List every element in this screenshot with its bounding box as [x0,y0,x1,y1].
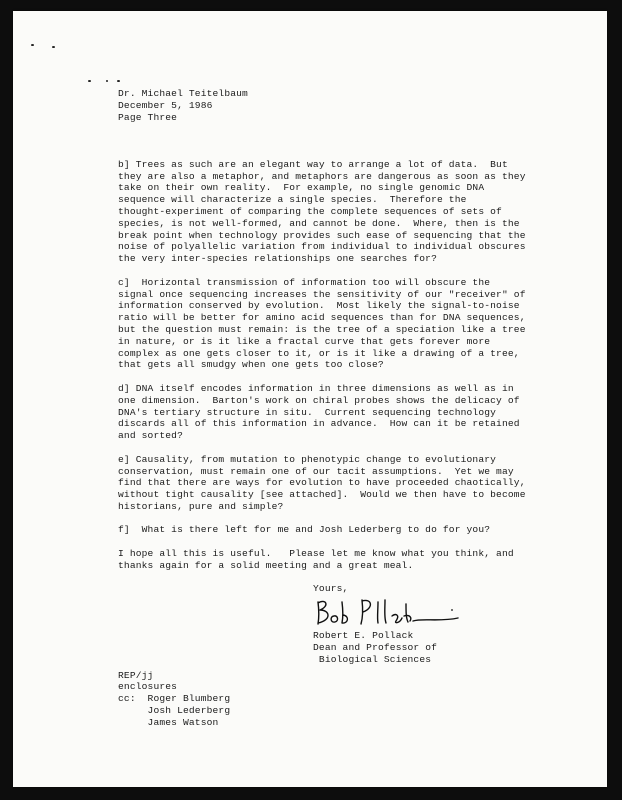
paragraph-d [118,383,558,442]
text-line: signal once sequencing increases the sensitivity of our "receiver" of [118,288,526,300]
letter-date: December 5, 1986 [118,99,213,111]
text-line: information conserved by evolution. Most likely the signal-to-noise [118,300,520,312]
paper-speck [31,44,34,46]
text-line: ratio will be better for amino acid sequences than for DNA sequences, [118,312,526,324]
text-line: they are also a metaphor, and metaphors are dangerous as soon as they [118,170,526,182]
text-line: discards all of this information in advance. How can it be retained [118,418,520,430]
paper-speck [106,80,108,82]
paper-speck [117,80,120,82]
text-line: c] Horizontal transmission of information too will obscure the [118,276,491,288]
handwritten-signature [310,588,460,640]
text-line: take on their own reality. For example, no single genomic DNA [118,182,485,194]
closing-salutation: Yours, [313,583,349,595]
text-line: d] DNA itself encodes information in three dimensions as well as in [118,382,514,394]
text-line: one dimension. Barton's work on chiral probes shows the delicacy of [118,394,520,406]
signature-dot [451,609,453,611]
enclosures-note: enclosures [118,681,178,693]
cc-line: Josh Lederberg [118,705,231,717]
paragraph-closing-remarks [118,548,558,572]
text-line: f] What is there left for me and Josh Lederberg to do for you? [118,524,491,536]
text-line: find that there are ways for evolution to have proceeded chaotically, [118,477,526,489]
paragraph-e [118,454,558,513]
text-line: b] Trees as such are an elegant way to arrange a lot of data. But [118,158,508,170]
text-line: complex as one gets closer to it, or is it like a drawing of a tree, [118,347,520,359]
paragraph-f [118,524,558,536]
text-line: without tight causality [see attached]. Would we then have to become [118,489,526,501]
signer-name: Robert E. Pollack [313,630,414,642]
cc-line: James Watson [118,716,219,728]
text-line: e] Causality, from mutation to phenotypic change to evolutionary [118,453,497,465]
text-line: but the question must remain: is the tree of a speciation like a tree [118,323,526,335]
letter-footer [118,670,558,729]
paragraph-b [118,159,558,265]
typist-initials: REP/jj [118,669,154,681]
recipient-name: Dr. Michael Teitelbaum [118,88,248,99]
text-line: that gets all smudgy when one gets too close? [118,359,384,371]
text-line: historians, pure and simple? [118,500,284,512]
text-line: break point when technology provides such ease of sequencing that the [118,229,526,241]
paragraph-c [118,277,558,371]
text-line: and sorted? [118,430,183,442]
cc-line: cc: Roger Blumberg [118,693,231,705]
signer-department: Biological Sciences [313,653,432,665]
text-line: thought-experiment of comparing the complete sequences of sets of [118,205,502,217]
text-line: I hope all this is useful. Please let me know what you think, and [118,548,514,560]
paper-speck [52,46,55,48]
text-line: conservation, must remain one of our tacit assumptions. Yet we may [118,465,514,477]
text-line: thanks again for a solid meeting and a great meal. [118,559,414,571]
text-line: in nature, or is it like a fractal curve that gets forever more [118,335,491,347]
text-line: species, is not well-formed, and cannot be done. Where, then is the [118,217,520,229]
text-line: sequence will characterize a single species. Therefore the [118,194,467,206]
paper-speck [88,80,91,82]
page-number: Page Three [118,111,178,123]
signer-title: Dean and Professor of [313,642,438,654]
letter-header [118,88,558,123]
text-line: the very inter-species relationships one searches for? [118,253,437,265]
text-line: DNA's tertiary structure in situ. Current sequencing technology [118,406,497,418]
text-line: noise of polyallelic variation from individual to individual obscures [118,241,526,253]
